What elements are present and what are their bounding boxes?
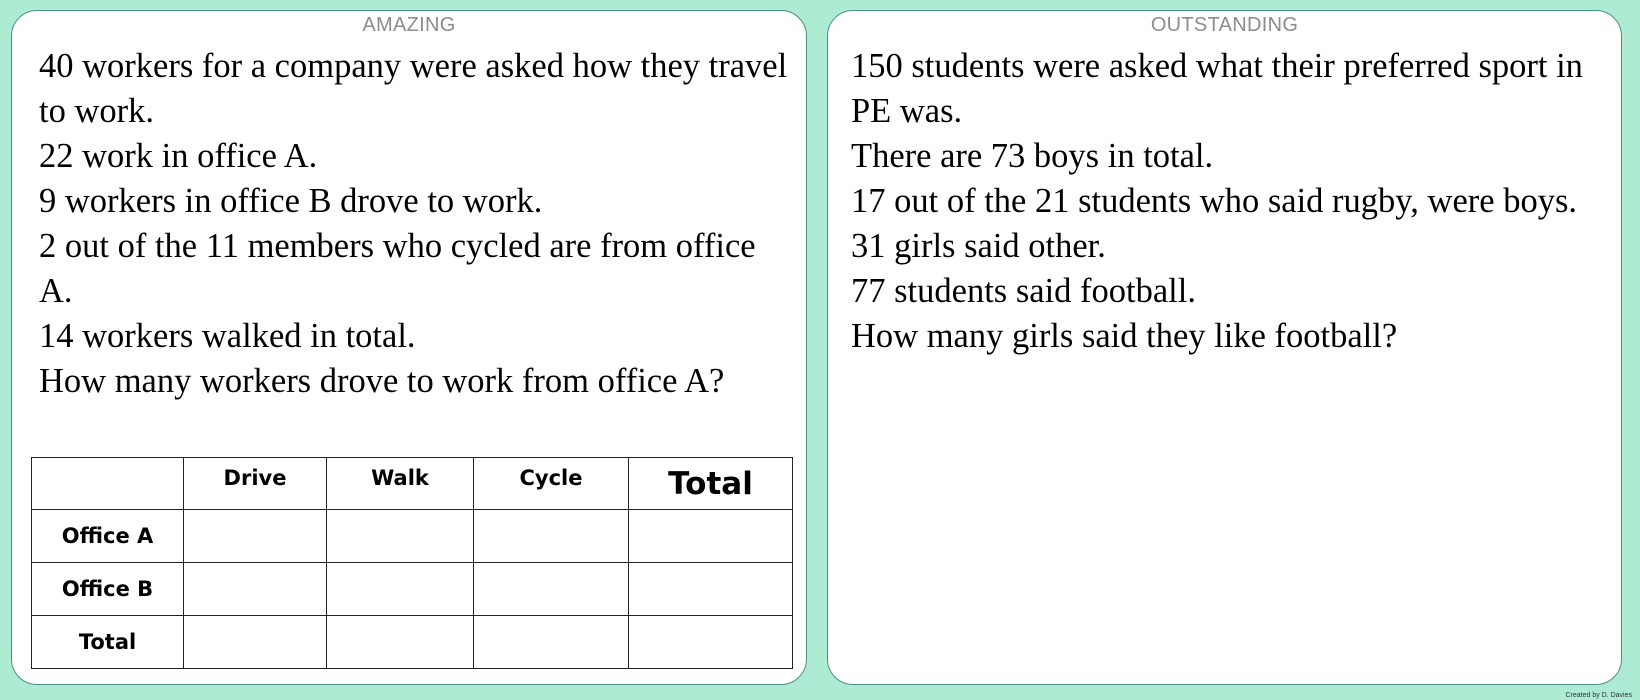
card-label-amazing: AMAZING [362, 14, 456, 36]
table-cell[interactable] [184, 563, 327, 616]
table-cell[interactable] [474, 616, 629, 669]
amazing-card [11, 10, 807, 685]
table-row [32, 616, 793, 669]
column-header-total: Total [629, 458, 793, 510]
table-cell[interactable] [327, 563, 474, 616]
two-way-table [31, 457, 793, 669]
row-header-total: Total [32, 616, 184, 669]
column-header-cycle: Cycle [474, 458, 629, 510]
problem-line: 22 work in office A. [39, 137, 318, 175]
outstanding-problem-text [851, 44, 1611, 359]
outstanding-card [827, 10, 1622, 685]
table-header-row [32, 458, 793, 510]
row-header-office-a: Office A [32, 510, 184, 563]
problem-line: 31 girls said other. [851, 227, 1106, 265]
table-row [32, 510, 793, 563]
table-cell[interactable] [474, 563, 629, 616]
problem-line: 14 workers walked in total. [39, 317, 416, 355]
card-label-outstanding: OUTSTANDING [1150, 14, 1299, 36]
row-header-office-b: Office B [32, 563, 184, 616]
problem-question: How many girls said they like football? [851, 317, 1398, 355]
problem-line: 2 out of the 11 members who cycled are from office A. [39, 227, 756, 310]
table-cell[interactable] [629, 510, 793, 563]
table-cell[interactable] [629, 563, 793, 616]
table-corner-cell [32, 458, 184, 510]
amazing-problem-text [39, 44, 792, 404]
table-cell[interactable] [327, 616, 474, 669]
table-cell[interactable] [184, 510, 327, 563]
problem-line: 40 workers for a company were asked how they travel to work. [39, 47, 788, 130]
problem-line: 17 out of the 21 students who said rugby, were boys. [851, 182, 1577, 220]
problem-question: How many workers drove to work from office A? [39, 362, 725, 400]
problem-line: There are 73 boys in total. [851, 137, 1214, 175]
author-credit: Created by D. Davies [1565, 692, 1632, 699]
column-header-drive: Drive [184, 458, 327, 510]
column-header-walk: Walk [327, 458, 474, 510]
table-row [32, 563, 793, 616]
table-cell[interactable] [327, 510, 474, 563]
table-cell[interactable] [474, 510, 629, 563]
problem-line: 150 students were asked what their preferred sport in PE was. [851, 47, 1583, 130]
table-cell[interactable] [184, 616, 327, 669]
problem-line: 9 workers in office B drove to work. [39, 182, 543, 220]
table-cell[interactable] [629, 616, 793, 669]
problem-line: 77 students said football. [851, 272, 1196, 310]
